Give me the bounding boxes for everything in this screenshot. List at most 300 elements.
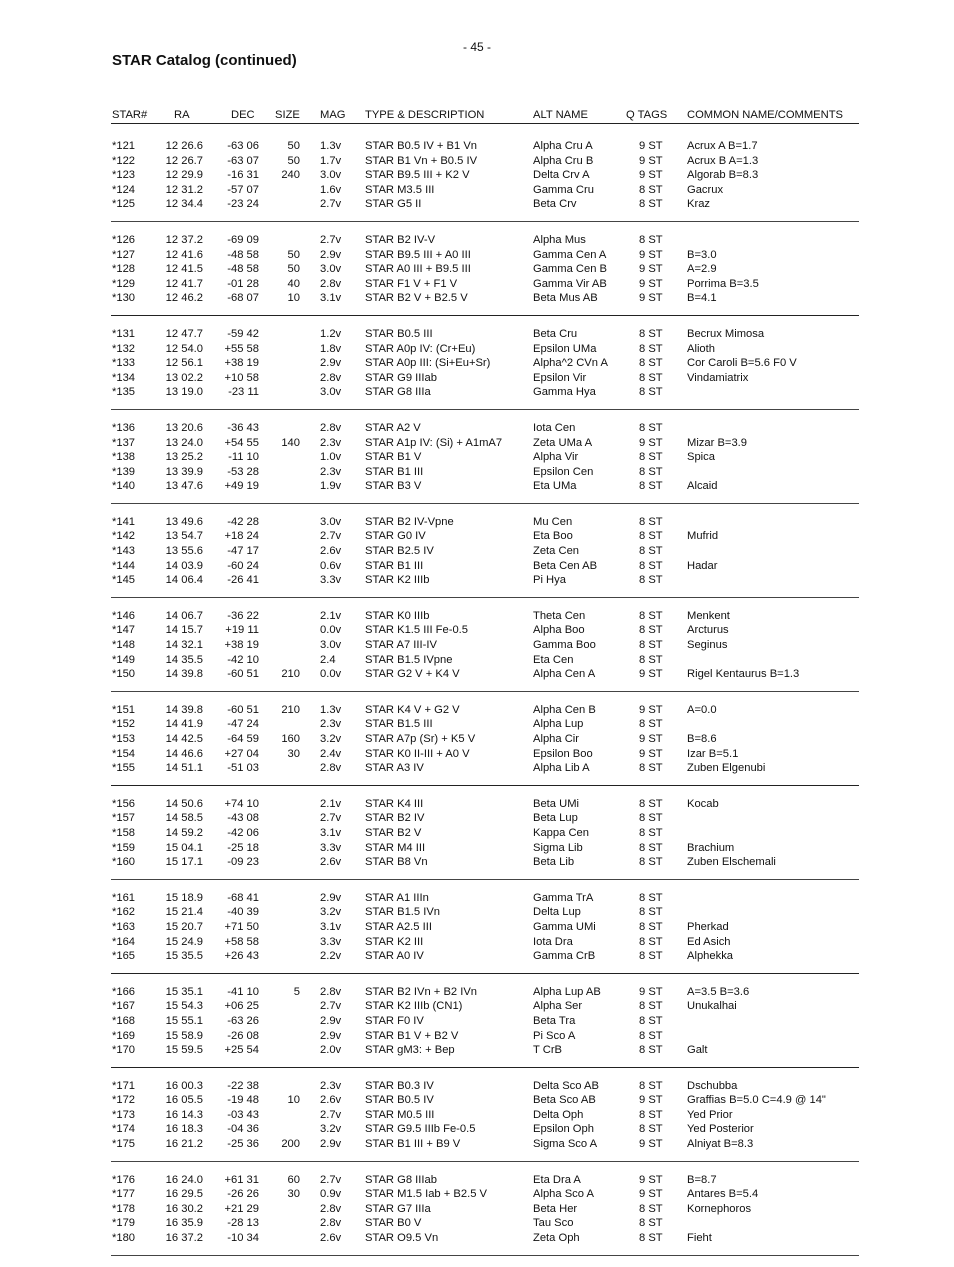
cell-type-description: STAR M1.5 Iab + B2.5 V: [365, 1188, 487, 1201]
cell-common-name: Gacrux: [687, 183, 724, 196]
cell-star-number: *121: [112, 140, 136, 152]
table-row: [111, 277, 859, 292]
cell-star-number: *139: [112, 465, 136, 478]
cell-q-tags: 9 ST: [639, 1188, 663, 1201]
cell-size: 50: [287, 263, 300, 276]
table-row: [111, 371, 859, 386]
cell-type-description: STAR K1.5 III Fe-0.5: [365, 624, 469, 637]
cell-size: 200: [281, 1138, 300, 1151]
table-row: [111, 1231, 859, 1246]
cell-common-name: B=3.0: [687, 248, 717, 261]
cell-alt-name: Beta Lup: [533, 812, 578, 825]
cell-dec: +25 54: [224, 1044, 259, 1057]
cell-alt-name: Gamma CrB: [533, 950, 596, 963]
cell-magnitude: 2.9v: [320, 891, 342, 904]
cell-star-number: *172: [112, 1094, 136, 1107]
cell-q-tags: 8 ST: [639, 1202, 663, 1215]
cell-size: 10: [287, 292, 300, 305]
cell-type-description: STAR M0.5 III: [365, 1108, 435, 1121]
cell-common-name: A=0.0: [687, 703, 717, 716]
row-group: [111, 233, 859, 316]
cell-star-number: *134: [112, 371, 136, 384]
cell-type-description: STAR B0.5 IV: [365, 1094, 434, 1107]
cell-q-tags: 9 ST: [639, 248, 663, 261]
cell-ra: 13 54.7: [165, 530, 203, 543]
cell-magnitude: 1.8v: [320, 342, 342, 355]
cell-magnitude: 2.3v: [320, 436, 342, 449]
cell-type-description: STAR A7 III-IV: [365, 639, 437, 652]
cell-dec: -25 36: [227, 1138, 259, 1151]
cell-ra: 13 19.0: [165, 386, 203, 399]
cell-alt-name: Epsilon Boo: [533, 747, 593, 760]
cell-alt-name: Alpha Cru A: [533, 140, 593, 152]
cell-star-number: *168: [112, 1014, 136, 1027]
row-group: [111, 703, 859, 786]
table-row: [111, 747, 859, 762]
cell-dec: -09 23: [227, 856, 259, 869]
column-header-star: STAR#: [112, 109, 148, 121]
cell-q-tags: 8 ST: [639, 371, 663, 384]
cell-common-name: Kornephoros: [687, 1202, 752, 1215]
cell-type-description: STAR B0.5 III: [365, 327, 433, 340]
table-row: [111, 327, 859, 342]
table-row: [111, 905, 859, 920]
cell-q-tags: 9 ST: [639, 154, 663, 167]
cell-magnitude: 2.9v: [320, 1029, 342, 1042]
cell-q-tags: 8 ST: [639, 1079, 663, 1092]
cell-dec: +74 10: [224, 797, 259, 810]
table-row: [111, 262, 859, 277]
cell-dec: -60 51: [227, 668, 259, 681]
cell-star-number: *179: [112, 1217, 136, 1230]
cell-alt-name: Epsilon Oph: [533, 1123, 594, 1136]
cell-size: 210: [281, 703, 300, 716]
page-number: - 45 -: [462, 40, 491, 54]
cell-star-number: *164: [112, 935, 136, 948]
table-row: [111, 855, 859, 870]
cell-dec: -69 09: [227, 233, 259, 246]
cell-magnitude: 3.1v: [320, 292, 342, 305]
cell-star-number: *175: [112, 1138, 136, 1151]
cell-type-description: STAR gM3: + Bep: [365, 1044, 455, 1057]
cell-type-description: STAR B2 IV-V: [365, 233, 436, 246]
cell-alt-name: Beta Mus AB: [533, 292, 598, 305]
cell-common-name: Yed Posterior: [687, 1123, 754, 1136]
cell-type-description: STAR A0p IV: (Cr+Eu): [365, 342, 476, 355]
cell-q-tags: 8 ST: [639, 609, 663, 622]
cell-ra: 16 05.5: [165, 1094, 203, 1107]
cell-size: 30: [287, 747, 300, 760]
cell-type-description: STAR G5 II: [365, 198, 422, 211]
cell-q-tags: 8 ST: [639, 183, 663, 196]
cell-q-tags: 9 ST: [639, 1094, 663, 1107]
cell-dec: -63 06: [227, 140, 259, 152]
cell-star-number: *156: [112, 797, 136, 810]
cell-dec: +27 04: [224, 747, 259, 760]
cell-alt-name: Epsilon UMa: [533, 342, 597, 355]
cell-dec: -41 10: [227, 985, 259, 998]
cell-type-description: STAR B1 III + B9 V: [365, 1138, 461, 1151]
cell-dec: -51 03: [227, 762, 259, 775]
cell-alt-name: Beta Lib: [533, 856, 575, 869]
cell-common-name: Alioth: [687, 342, 715, 355]
cell-dec: -23 24: [227, 198, 259, 211]
cell-ra: 16 24.0: [165, 1173, 203, 1186]
cell-dec: -47 17: [227, 545, 259, 558]
cell-type-description: STAR A2.5 III: [365, 920, 432, 933]
table-row: [111, 1173, 859, 1188]
cell-common-name: B=8.7: [687, 1173, 717, 1186]
cell-type-description: STAR G2 V + K4 V: [365, 668, 460, 681]
cell-type-description: STAR B1 V: [365, 451, 422, 464]
cell-magnitude: 2.2v: [320, 950, 342, 963]
cell-common-name: Dschubba: [687, 1079, 738, 1092]
cell-ra: 15 58.9: [165, 1029, 203, 1042]
cell-common-name: Yed Prior: [687, 1108, 733, 1121]
cell-magnitude: 3.2v: [320, 906, 342, 919]
column-header-size: SIZE: [275, 109, 300, 121]
cell-dec: -03 43: [227, 1108, 259, 1121]
row-group: [111, 891, 859, 974]
table-row: [111, 168, 859, 183]
cell-alt-name: Beta Cen AB: [533, 559, 598, 572]
cell-alt-name: Alpha Lup AB: [533, 985, 601, 998]
cell-dec: -63 07: [227, 154, 259, 167]
cell-alt-name: Alpha Ser: [533, 1000, 583, 1013]
cell-type-description: STAR A0p III: (Si+Eu+Sr): [365, 357, 491, 370]
table-row: [111, 529, 859, 544]
cell-star-number: *127: [112, 248, 136, 261]
cell-star-number: *158: [112, 826, 136, 839]
cell-alt-name: Eta UMa: [533, 480, 577, 493]
cell-dec: -10 34: [227, 1232, 259, 1245]
cell-magnitude: 1.6v: [320, 183, 342, 196]
cell-star-number: *159: [112, 841, 136, 854]
cell-type-description: STAR K0 II-III + A0 V: [365, 747, 470, 760]
cell-q-tags: 8 ST: [639, 480, 663, 493]
cell-alt-name: Alpha Lup: [533, 718, 584, 731]
cell-size: 240: [281, 169, 300, 182]
cell-type-description: STAR G8 IIIa: [365, 386, 431, 399]
cell-common-name: Hadar: [687, 559, 718, 572]
table-row: [111, 139, 859, 154]
cell-common-name: Acrux B A=1.3: [687, 154, 759, 167]
cell-ra: 13 25.2: [165, 451, 203, 464]
cell-size: 140: [281, 436, 300, 449]
cell-ra: 14 51.1: [165, 762, 203, 775]
cell-q-tags: 8 ST: [639, 530, 663, 543]
cell-alt-name: Gamma Cru: [533, 183, 594, 196]
cell-dec: +26 43: [224, 950, 259, 963]
cell-q-tags: 8 ST: [639, 826, 663, 839]
cell-magnitude: 1.9v: [320, 480, 342, 493]
cell-ra: 16 21.2: [165, 1138, 203, 1151]
cell-alt-name: Sigma Lib: [533, 841, 583, 854]
cell-ra: 15 24.9: [165, 935, 203, 948]
cell-dec: -60 24: [227, 559, 259, 572]
cell-star-number: *131: [112, 327, 136, 340]
cell-ra: 15 21.4: [165, 906, 203, 919]
table-row: [111, 183, 859, 198]
cell-alt-name: Beta Tra: [533, 1014, 576, 1027]
cell-dec: +71 50: [224, 920, 259, 933]
cell-magnitude: 0.9v: [320, 1188, 342, 1201]
cell-ra: 14 46.6: [165, 747, 203, 760]
cell-alt-name: Theta Cen: [533, 609, 586, 622]
cell-dec: +21 29: [224, 1202, 259, 1215]
cell-q-tags: 8 ST: [639, 357, 663, 370]
cell-q-tags: 9 ST: [639, 1138, 663, 1151]
cell-q-tags: 8 ST: [639, 451, 663, 464]
cell-type-description: STAR M4 III: [365, 841, 426, 854]
cell-alt-name: Delta Crv A: [533, 169, 590, 182]
cell-magnitude: 0.0v: [320, 668, 342, 681]
table-row: [111, 573, 859, 588]
cell-alt-name: Sigma Sco A: [533, 1138, 598, 1151]
cell-ra: 15 20.7: [165, 920, 203, 933]
cell-type-description: STAR B2 V + B2.5 V: [365, 292, 468, 305]
cell-ra: 15 04.1: [165, 841, 203, 854]
cell-dec: -11 10: [228, 451, 259, 464]
cell-q-tags: 8 ST: [639, 1044, 663, 1057]
cell-type-description: STAR B1.5 III: [365, 718, 433, 731]
cell-star-number: *171: [112, 1079, 136, 1092]
cell-type-description: STAR B9.5 III + A0 III: [365, 248, 471, 261]
cell-common-name: Becrux Mimosa: [687, 327, 765, 340]
table-row: [111, 421, 859, 436]
cell-ra: 14 32.1: [165, 639, 203, 652]
cell-q-tags: 8 ST: [639, 856, 663, 869]
cell-type-description: STAR B0 V: [365, 1217, 422, 1230]
cell-type-description: STAR A1p IV: (Si) + A1mA7: [365, 436, 503, 449]
cell-ra: 13 20.6: [165, 421, 203, 434]
cell-common-name: B=4.1: [687, 292, 717, 305]
cell-q-tags: 8 ST: [639, 653, 663, 666]
cell-dec: -36 22: [227, 609, 259, 622]
cell-magnitude: 0.0v: [320, 624, 342, 637]
cell-ra: 12 56.1: [165, 357, 203, 370]
cell-star-number: *141: [112, 515, 136, 528]
cell-star-number: *165: [112, 950, 136, 963]
cell-dec: -26 08: [227, 1029, 259, 1042]
cell-star-number: *146: [112, 609, 136, 622]
cell-ra: 13 39.9: [165, 465, 203, 478]
cell-common-name: Vindamiatrix: [687, 371, 749, 384]
cell-dec: -22 38: [227, 1079, 259, 1092]
cell-star-number: *162: [112, 906, 136, 919]
cell-ra: 16 37.2: [165, 1232, 203, 1245]
cell-magnitude: 2.4v: [320, 747, 342, 760]
cell-star-number: *144: [112, 559, 136, 572]
cell-alt-name: Beta Sco AB: [533, 1094, 596, 1107]
cell-magnitude: 2.8v: [320, 762, 342, 775]
cell-ra: 12 41.6: [165, 248, 203, 261]
column-header-q-tags: Q TAGS: [626, 109, 668, 121]
cell-magnitude: 3.0v: [320, 515, 342, 528]
cell-alt-name: Gamma Hya: [533, 386, 596, 399]
cell-size: 160: [281, 733, 300, 745]
cell-star-number: *138: [112, 451, 136, 464]
cell-star-number: *173: [112, 1108, 136, 1121]
column-header-comments: COMMON NAME/COMMENTS: [687, 109, 843, 121]
table-row: [111, 609, 859, 624]
cell-alt-name: Tau Sco: [533, 1217, 574, 1230]
cell-star-number: *129: [112, 277, 136, 290]
cell-common-name: Pherkad: [687, 920, 729, 933]
table-row: [111, 248, 859, 263]
cell-q-tags: 8 ST: [639, 718, 663, 731]
cell-common-name: Fieht: [687, 1232, 712, 1245]
table-row: [111, 717, 859, 732]
cell-dec: -68 41: [227, 891, 259, 904]
cell-q-tags: 9 ST: [639, 292, 663, 305]
cell-magnitude: 3.3v: [320, 574, 342, 587]
cell-type-description: STAR B1 III: [365, 465, 424, 478]
cell-magnitude: 3.0v: [320, 169, 342, 182]
table-row: [111, 450, 859, 465]
cell-common-name: B=8.6: [687, 733, 717, 745]
column-header-type: TYPE & DESCRIPTION: [365, 109, 485, 121]
cell-alt-name: Beta Her: [533, 1202, 578, 1215]
cell-alt-name: Mu Cen: [533, 515, 573, 528]
cell-dec: -53 28: [227, 465, 259, 478]
cell-common-name: Kraz: [687, 198, 711, 211]
cell-star-number: *166: [112, 985, 136, 998]
cell-magnitude: 2.9v: [320, 1138, 342, 1151]
cell-ra: 14 39.8: [165, 703, 203, 716]
cell-star-number: *153: [112, 733, 136, 745]
table-row: [111, 1014, 859, 1029]
cell-star-number: *140: [112, 480, 136, 493]
cell-alt-name: Alpha Cen A: [533, 668, 596, 681]
cell-ra: 16 29.5: [165, 1188, 203, 1201]
cell-q-tags: 9 ST: [639, 985, 663, 998]
row-group: [111, 797, 859, 880]
cell-star-number: *143: [112, 545, 136, 558]
cell-ra: 13 47.6: [165, 480, 203, 493]
cell-dec: +19 11: [225, 624, 259, 637]
cell-dec: -40 39: [227, 906, 259, 919]
cell-common-name: Acrux A B=1.7: [687, 140, 758, 152]
cell-magnitude: 0.6v: [320, 559, 342, 572]
cell-ra: 12 41.7: [165, 277, 203, 290]
cell-type-description: STAR B1 III: [365, 559, 424, 572]
cell-dec: -60 51: [227, 703, 259, 716]
cell-ra: 14 59.2: [165, 826, 203, 839]
cell-magnitude: 2.7v: [320, 1173, 342, 1186]
cell-type-description: STAR K0 IIIb: [365, 609, 430, 622]
cell-q-tags: 9 ST: [639, 733, 663, 745]
table-row: [111, 841, 859, 856]
cell-size: 30: [287, 1188, 300, 1201]
table-row: [111, 826, 859, 841]
column-header-alt: ALT NAME: [533, 109, 588, 121]
cell-type-description: STAR B2 IVn + B2 IVn: [365, 985, 478, 998]
cell-alt-name: Pi Hya: [533, 574, 566, 587]
cell-alt-name: Alpha Mus: [533, 233, 586, 246]
cell-star-number: *136: [112, 421, 136, 434]
row-group: [111, 139, 859, 222]
cell-type-description: STAR G9.5 IIIb Fe-0.5: [365, 1123, 476, 1136]
cell-star-number: *178: [112, 1202, 136, 1215]
cell-type-description: STAR F1 V + F1 V: [365, 277, 458, 290]
cell-q-tags: 9 ST: [639, 668, 663, 681]
cell-magnitude: 2.6v: [320, 1232, 342, 1245]
cell-size: 5: [293, 985, 300, 998]
table-row: [111, 732, 859, 747]
cell-alt-name: Zeta Oph: [533, 1232, 580, 1245]
cell-ra: 16 35.9: [165, 1217, 203, 1230]
table-row: [111, 638, 859, 653]
cell-alt-name: Epsilon Cen: [533, 465, 594, 478]
cell-type-description: STAR A0 III + B9.5 III: [365, 263, 471, 276]
cell-alt-name: Alpha Cen B: [533, 703, 596, 716]
cell-alt-name: Delta Oph: [533, 1108, 584, 1121]
cell-star-number: *149: [112, 653, 136, 666]
cell-size: 10: [287, 1094, 300, 1107]
cell-ra: 14 42.5: [165, 733, 203, 745]
cell-dec: -26 41: [227, 574, 259, 587]
cell-star-number: *132: [112, 342, 136, 355]
row-group: [111, 327, 859, 410]
row-group: [111, 1079, 859, 1162]
row-group: [111, 421, 859, 504]
cell-magnitude: 3.3v: [320, 935, 342, 948]
cell-magnitude: 2.0v: [320, 1044, 342, 1057]
cell-star-number: *133: [112, 357, 136, 370]
cell-magnitude: 2.9v: [320, 1014, 342, 1027]
cell-dec: -47 24: [227, 718, 259, 731]
cell-star-number: *167: [112, 1000, 136, 1013]
cell-alt-name: Gamma Cen A: [533, 248, 607, 261]
cell-common-name: Unukalhai: [687, 1000, 737, 1013]
cell-ra: 16 30.2: [165, 1202, 203, 1215]
table-row: [111, 436, 859, 451]
cell-alt-name: Alpha Vir: [533, 451, 579, 464]
cell-q-tags: 8 ST: [639, 1123, 663, 1136]
cell-star-number: *180: [112, 1232, 136, 1245]
cell-alt-name: Gamma Vir AB: [533, 277, 607, 290]
cell-magnitude: 2.7v: [320, 1000, 342, 1013]
cell-common-name: A=3.5 B=3.6: [687, 985, 750, 998]
cell-q-tags: 8 ST: [639, 1014, 663, 1027]
cell-alt-name: Epsilon Vir: [533, 371, 587, 384]
cell-q-tags: 9 ST: [639, 277, 663, 290]
cell-dec: +54 55: [224, 436, 259, 449]
cell-ra: 13 02.2: [165, 371, 203, 384]
cell-q-tags: 8 ST: [639, 935, 663, 948]
cell-dec: -48 58: [227, 248, 259, 261]
table-row: [111, 891, 859, 906]
cell-common-name: Zuben Elschemali: [687, 856, 776, 869]
cell-q-tags: 9 ST: [639, 747, 663, 760]
cell-type-description: STAR K4 V + G2 V: [365, 703, 460, 716]
cell-magnitude: 2.8v: [320, 985, 342, 998]
table-row: [111, 385, 859, 400]
table-row: [111, 811, 859, 826]
cell-type-description: STAR K2 III: [365, 935, 424, 948]
cell-dec: -16 31: [227, 169, 259, 182]
cell-alt-name: Gamma Cen B: [533, 263, 607, 276]
cell-alt-name: Zeta UMa A: [533, 436, 593, 449]
table-row: [111, 544, 859, 559]
cell-ra: 13 24.0: [165, 436, 203, 449]
cell-alt-name: Beta Crv: [533, 198, 577, 211]
cell-q-tags: 9 ST: [639, 140, 663, 152]
cell-type-description: STAR A7p (Sr) + K5 V: [365, 733, 476, 745]
cell-magnitude: 1.3v: [320, 140, 342, 152]
cell-star-number: *174: [112, 1123, 136, 1136]
